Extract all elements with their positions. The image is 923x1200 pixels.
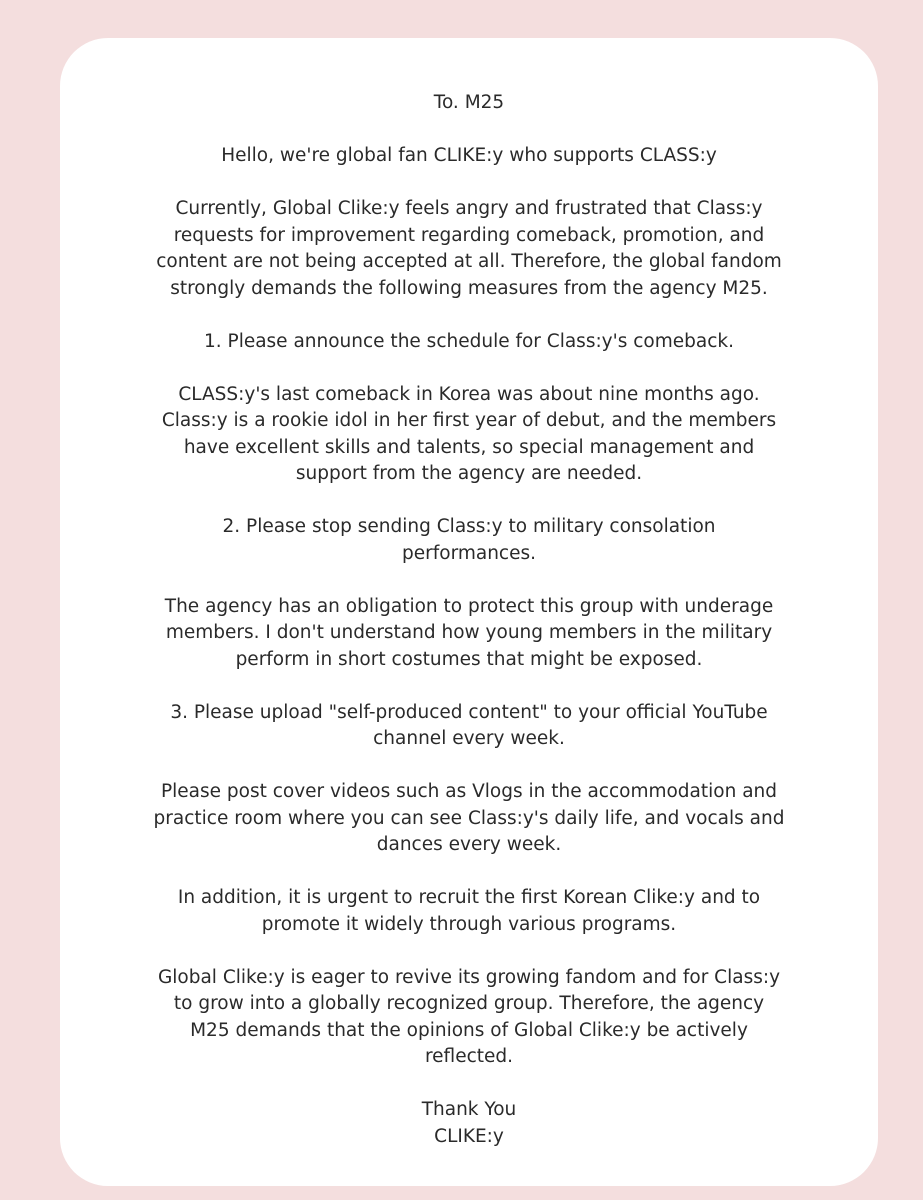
demand-3-heading xyxy=(114,700,824,753)
paragraph-line: Please post cover videos such as Vlogs in the accommodation and xyxy=(160,781,778,802)
paragraph-line: performances. xyxy=(402,542,536,564)
letter-card xyxy=(60,38,878,1186)
paragraph-line: 2. Please stop sending Class:y to military consolation xyxy=(222,516,716,537)
paragraph-line: promote it widely through various programs. xyxy=(261,913,677,935)
paragraph-line: strongly demands the following measures from the agency M25. xyxy=(170,277,768,299)
paragraph-line: Global Clike:y is eager to revive its growing fandom and for Class:y xyxy=(157,966,781,988)
intro-paragraph: Hello, we're global fan CLIKE:y who supports CLASS:y xyxy=(221,145,717,166)
paragraph-line: Class:y is a rookie idol in her first year of debut, and the members xyxy=(161,410,777,431)
paragraph-line: The agency has an obligation to protect this group with underage xyxy=(164,595,774,617)
paragraph-line: channel every week. xyxy=(373,728,565,749)
paragraph-line: practice room where you can see Class:y's daily life, and vocals and xyxy=(153,807,785,829)
paragraph-line: members. I don't understand how young members in the military xyxy=(165,622,773,643)
paragraph-line: reflected. xyxy=(424,1046,514,1067)
demand-3-paragraph xyxy=(114,779,824,859)
paragraph-line: In addition, it is urgent to recruit the first Korean Clike:y and to xyxy=(177,887,761,908)
paragraph-line: 3. Please upload "self-produced content" to your official YouTube xyxy=(170,701,768,723)
paragraph-line: CLASS:y's last comeback in Korea was about nine months ago. xyxy=(178,383,760,405)
demand-1-heading: 1. Please announce the schedule for Class:y's comeback. xyxy=(204,330,734,352)
paragraph-line: content are not being accepted at all. Therefore, the global fandom xyxy=(156,251,782,272)
greeting-line: To. M25 xyxy=(433,92,505,113)
letter-body xyxy=(114,90,824,1150)
demand-2-paragraph xyxy=(114,594,824,674)
demand-1-paragraph xyxy=(114,382,824,488)
paragraph-line: dances every week. xyxy=(376,834,562,855)
paragraph-line: perform in short costumes that might be exposed. xyxy=(235,648,703,670)
paragraph-line: Currently, Global Clike:y feels angry and frustrated that Class:y xyxy=(175,198,763,219)
paragraph-line: M25 demands that the opinions of Global Clike:y be actively xyxy=(190,1019,748,1041)
paragraph-line: to grow into a globally recognized group. Therefore, the agency xyxy=(173,993,765,1014)
sign-off: Thank You xyxy=(421,1099,517,1120)
closing-paragraph xyxy=(114,965,824,1071)
addition-paragraph xyxy=(114,885,824,938)
situation-paragraph xyxy=(114,196,824,302)
demand-2-heading xyxy=(114,514,824,567)
signature: CLIKE:y xyxy=(434,1125,504,1147)
paragraph-line: have excellent skills and talents, so special management and xyxy=(183,436,755,458)
paragraph-line: requests for improvement regarding comeback, promotion, and xyxy=(173,224,765,246)
paragraph-line: support from the agency are needed. xyxy=(295,463,643,484)
